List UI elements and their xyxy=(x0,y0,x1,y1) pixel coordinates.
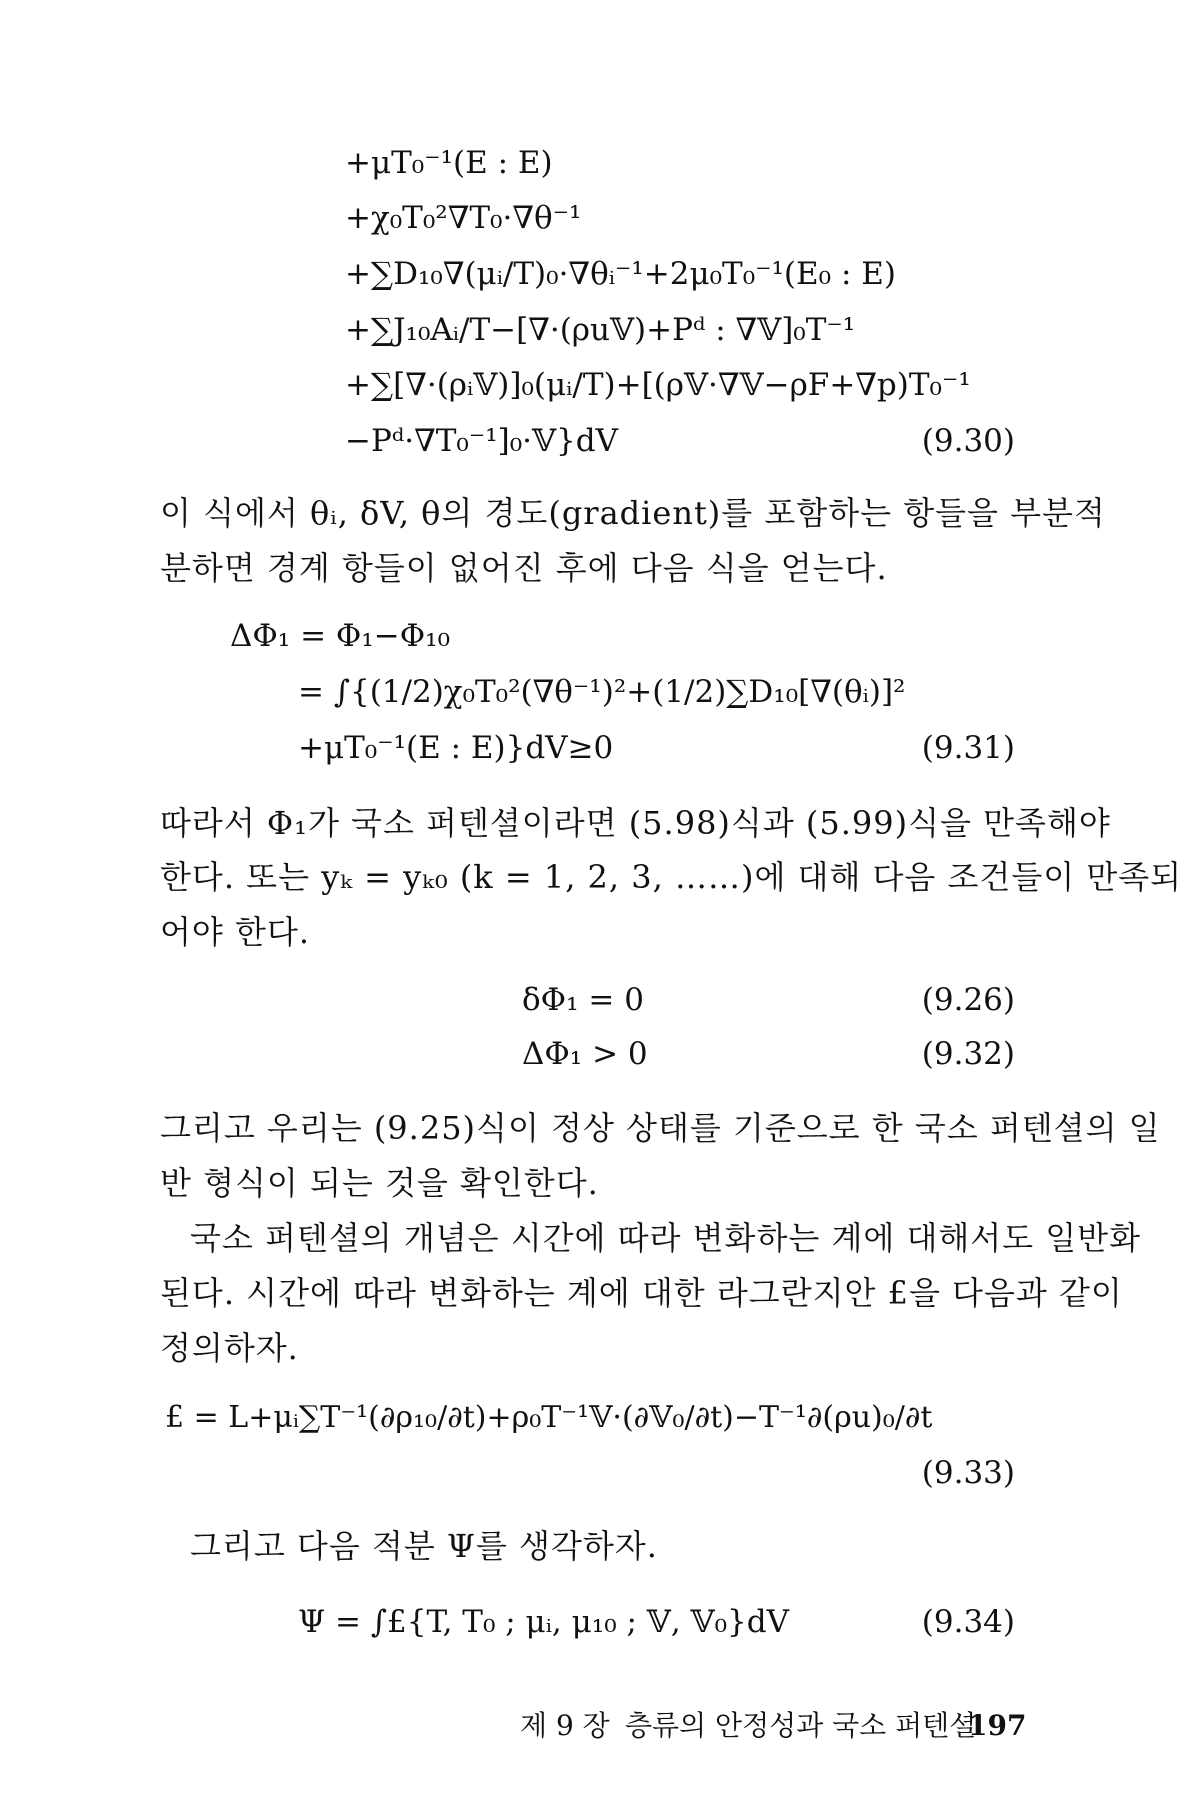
eq-9-31-line-3: +μT₀⁻¹(E : E)}dV≥0 xyxy=(298,730,614,766)
eq-9-33: £ = L+μᵢ∑T⁻¹(∂ρ₁₀/∂t)+ρ₀T⁻¹𝕍·(∂𝕍₀/∂t)−T⁻¹∂(ρu)₀/∂t xyxy=(165,1400,933,1435)
paragraph-5: 그리고 다음 적분 Ψ를 생각하자. xyxy=(190,1527,658,1565)
page-number: 197 xyxy=(968,1709,1027,1742)
footer-chapter-title: 층류의 안정성과 국소 퍼텐셜 xyxy=(625,1709,977,1742)
eq-9-26: δΦ₁ = 0 xyxy=(522,982,644,1018)
eq-9-31-line-1: ΔΦ₁ = Φ₁−Φ₁₀ xyxy=(230,618,450,654)
eq-9-34: Ψ = ∫£{T, T₀ ; μᵢ, μ₁₀ ; 𝕍, 𝕍₀}dV xyxy=(298,1604,789,1640)
eq-9-32: ΔΦ₁ > 0 xyxy=(522,1036,648,1072)
paragraph-2-line-2: 한다. 또는 yₖ = yₖ₀ (k = 1, 2, 3, ……)에 대해 다음 조건들이 만족되 xyxy=(160,858,1183,896)
paragraph-2-line-1: 따라서 Φ₁가 국소 퍼텐셜이라면 (5.98)식과 (5.99)식을 만족해야 xyxy=(160,804,1111,842)
eq-number-9-34: (9.34) xyxy=(921,1604,1015,1640)
footer-chapter: 제 9 장 xyxy=(520,1709,610,1742)
paragraph-1-line-1: 이 식에서 θᵢ, δV, θ의 경도(gradient)를 포함하는 항들을 부분적 xyxy=(160,494,1106,532)
eq-9-30-line-6: −Pᵈ·∇T₀⁻¹]₀·𝕍}dV xyxy=(345,423,619,459)
eq-number-9-26: (9.26) xyxy=(921,982,1015,1018)
eq-number-9-33: (9.33) xyxy=(921,1455,1015,1491)
paragraph-3-line-1: 그리고 우리는 (9.25)식이 정상 상태를 기준으로 한 국소 퍼텐셜의 일 xyxy=(160,1109,1161,1147)
paragraph-4-line-3: 정의하자. xyxy=(160,1329,299,1367)
paragraph-3-line-2: 반 형식이 되는 것을 확인한다. xyxy=(160,1164,599,1202)
eq-9-30-line-5: +∑[∇·(ρᵢ𝕍)]₀(μᵢ/T)+[(ρ𝕍·∇𝕍−ρF+∇p)T₀⁻¹ xyxy=(345,367,971,403)
eq-9-30-line-1: +μT₀⁻¹(E : E) xyxy=(345,145,553,181)
paragraph-2-line-3: 어야 한다. xyxy=(160,913,310,951)
eq-number-9-30: (9.30) xyxy=(921,423,1015,459)
paragraph-4-line-2: 된다. 시간에 따라 변화하는 계에 대한 라그란지안 £을 다음과 같이 xyxy=(160,1274,1123,1312)
eq-number-9-31: (9.31) xyxy=(921,730,1015,766)
eq-9-30-line-4: +∑J₁₀Aᵢ/T−[∇·(ρu𝕍)+Pᵈ : ∇𝕍]₀T⁻¹ xyxy=(345,312,856,348)
paragraph-1-line-2: 분하면 경계 항들이 없어진 후에 다음 식을 얻는다. xyxy=(160,549,888,587)
eq-number-9-32: (9.32) xyxy=(921,1036,1015,1072)
paragraph-4-line-1: 국소 퍼텐셜의 개념은 시간에 따라 변화하는 계에 대해서도 일반화 xyxy=(190,1219,1142,1257)
eq-9-30-line-3: +∑D₁₀∇(μᵢ/T)₀·∇θᵢ⁻¹+2μ₀T₀⁻¹(E₀ : E) xyxy=(345,256,896,292)
eq-9-31-line-2: = ∫{(1/2)χ₀T₀²(∇θ⁻¹)²+(1/2)∑D₁₀[∇(θᵢ)]² xyxy=(298,674,906,710)
eq-9-30-line-2: +χ₀T₀²∇T₀·∇θ⁻¹ xyxy=(345,200,582,236)
